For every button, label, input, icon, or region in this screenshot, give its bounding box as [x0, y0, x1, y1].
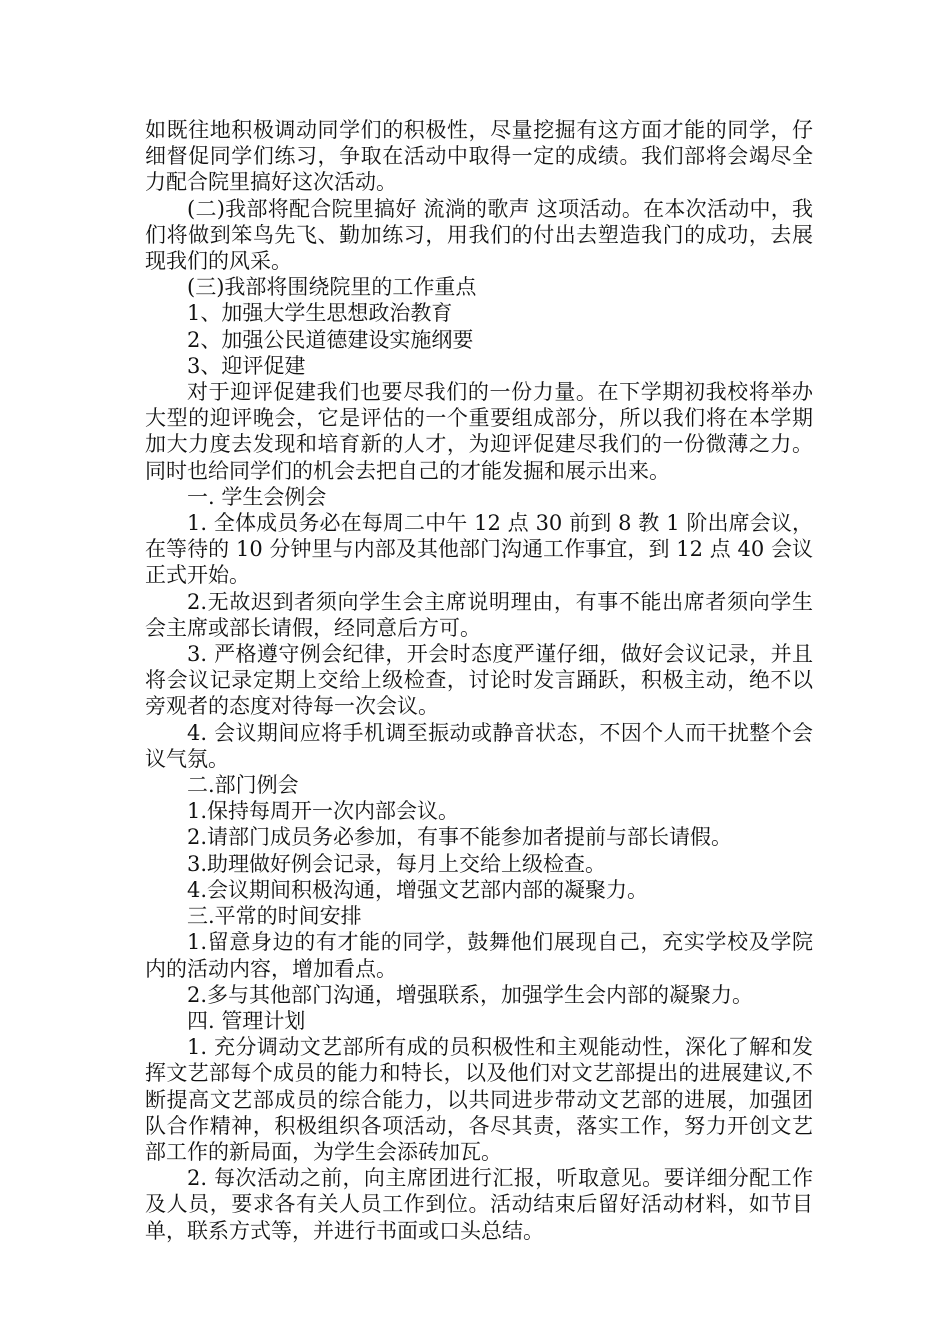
paragraph: 1. 充分调动文艺部所有成的员积极性和主观能动性，深化了解和发挥文艺部每个成员的能力和特长，以及他们对文艺部提出的进展建议,不断提高文艺部成员的综合能力，以共同进步带动文艺部的进展，加强团队合作精神，积极组织各项活动，各尽其责，落实工作，努力开创文艺部工作的新局面，为学生会添砖加瓦。	[145, 1035, 813, 1164]
paragraph: (三)我部将围绕院里的工作重点	[187, 275, 477, 300]
paragraph: 3.助理做好例会记录，每月上交给上级检查。	[187, 851, 607, 876]
paragraph: 3、迎评促建	[187, 353, 306, 378]
paragraph: 1.保持每周开一次内部会议。	[187, 799, 460, 824]
paragraph: 对于迎评促建我们也要尽我们的一份力量。在下学期初我校将举办大型的迎评晚会，它是评估的一个重要组成部分，所以我们将在本学期加大力度去发现和培育新的人才，为迎评促建尽我们的一份微薄之力。同时也给同学们的机会去把自己的才能发掘和展示出来。	[145, 380, 813, 483]
paragraph: 二.部门例会	[187, 773, 299, 798]
paragraph: 如既往地积极调动同学们的积极性，尽量挖掘有这方面才能的同学，仔细督促同学们练习，争取在活动中取得一定的成绩。我们部将会竭尽全力配合院里搞好这次活动。	[145, 118, 813, 195]
paragraph: 2. 每次活动之前，向主席团进行汇报，听取意见。要详细分配工作及人员，要求各有关人员工作到位。活动结束后留好活动材料，如节目单，联系方式等，并进行书面或口头总结。	[145, 1166, 813, 1243]
paragraph: 2.请部门成员务必参加，有事不能参加者提前与部长请假。	[187, 825, 733, 850]
paragraph: 3. 严格遵守例会纪律，开会时态度严谨仔细，做好会议记录，并且将会议记录定期上交给上级检查，讨论时发言踊跃，积极主动，绝不以旁观者的态度对待每一次会议。	[145, 642, 813, 719]
paragraph: 1、加强大学生思想政治教育	[187, 301, 453, 326]
paragraph: 四. 管理计划	[187, 1008, 306, 1033]
paragraph: (二)我部将配合院里搞好 流淌的歌声 这项活动。在本次活动中，我们将做到笨鸟先飞、勤加练习，用我们的付出去塑造我门的成功，去展现我们的风采。	[145, 196, 813, 274]
paragraph: 4. 会议期间应将手机调至振动或静音状态，不因个人而干扰整个会议气氛。	[145, 720, 813, 771]
paragraph: 2.无故迟到者须向学生会主席说明理由，有事不能出席者须向学生会主席或部长请假，经同意后方可。	[145, 589, 813, 640]
paragraph: 2.多与其他部门沟通，增强联系，加强学生会内部的凝聚力。	[187, 982, 754, 1007]
paragraph: 一. 学生会例会	[187, 484, 327, 509]
paragraph: 4.会议期间积极沟通，增强文艺部内部的凝聚力。	[187, 877, 649, 902]
document-body	[145, 117, 813, 1244]
paragraph: 1. 全体成员务必在每周二中午 12 点 30 前到 8 教 1 阶出席会议，在等待的 10 分钟里与内部及其他部门沟通工作事宜，到 12 点 40 会议正式开始。	[145, 511, 813, 588]
paragraph: 1.留意身边的有才能的同学，鼓舞他们展现自己，充实学校及学院内的活动内容，增加看点。	[145, 930, 813, 981]
paragraph: 2、加强公民道德建设实施纲要	[187, 327, 474, 352]
paragraph: 三.平常的时间安排	[187, 904, 362, 929]
